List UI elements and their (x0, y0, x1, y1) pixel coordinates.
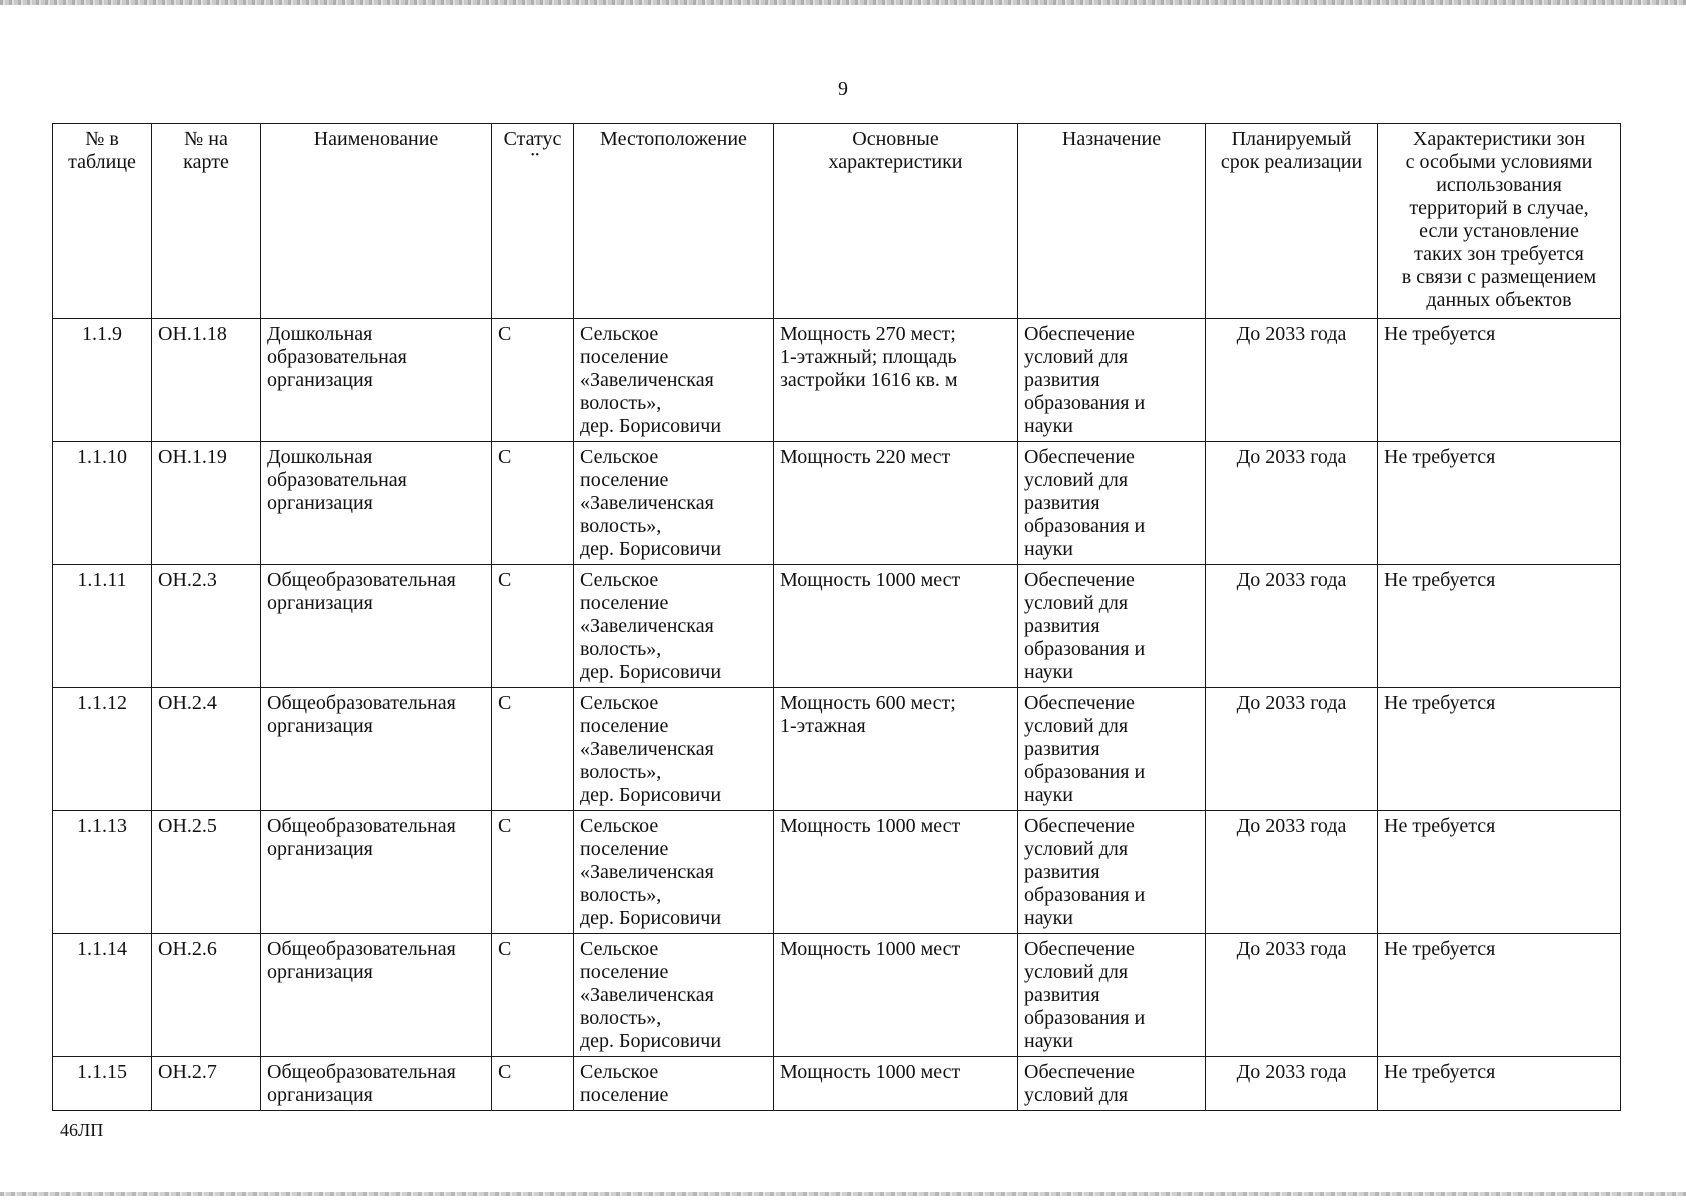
cell-map: ОН.2.4 (152, 688, 261, 811)
cell-zones: Не требуется (1378, 688, 1621, 811)
objects-table (52, 123, 1621, 1111)
cell-purpose: Обеспечение условий для развития образования и науки (1018, 319, 1206, 442)
header-location: Местоположение (574, 124, 774, 319)
header-characteristics: Основные характеристики (774, 124, 1018, 319)
cell-status: С (492, 442, 574, 565)
cell-term: До 2033 года (1206, 1057, 1378, 1111)
cell-location: Сельское поселение «Завеличенская волость», дер. Борисовичи (574, 565, 774, 688)
cell-location: Сельское поселение «Завеличенская волость», дер. Борисовичи (574, 934, 774, 1057)
cell-map: ОН.2.7 (152, 1057, 261, 1111)
cell-name: Общеобразовательная организация (261, 1057, 492, 1111)
cell-num: 1.1.15 (53, 1057, 152, 1111)
cell-location: Сельское поселение «Завеличенская волость», дер. Борисовичи (574, 811, 774, 934)
cell-num: 1.1.11 (53, 565, 152, 688)
cell-num: 1.1.12 (53, 688, 152, 811)
cell-name: Общеобразовательная организация (261, 688, 492, 811)
cell-term: До 2033 года (1206, 688, 1378, 811)
cell-map: ОН.1.18 (152, 319, 261, 442)
cell-num: 1.1.13 (53, 811, 152, 934)
cell-characteristics: Мощность 1000 мест (774, 565, 1018, 688)
cell-characteristics: Мощность 1000 мест (774, 811, 1018, 934)
table-row (53, 442, 1621, 565)
cell-location: Сельское поселение «Завеличенская волость», дер. Борисовичи (574, 442, 774, 565)
cell-term: До 2033 года (1206, 934, 1378, 1057)
scan-edge-bottom (0, 1192, 1686, 1196)
cell-characteristics: Мощность 1000 мест (774, 934, 1018, 1057)
cell-zones: Не требуется (1378, 442, 1621, 565)
cell-zones: Не требуется (1378, 319, 1621, 442)
table-header-row (53, 124, 1621, 319)
cell-characteristics: Мощность 600 мест; 1-этажная (774, 688, 1018, 811)
cell-purpose: Обеспечение условий для развития образования и науки (1018, 811, 1206, 934)
cell-status: С (492, 688, 574, 811)
cell-purpose: Обеспечение условий для развития образования и науки (1018, 565, 1206, 688)
header-name: Наименование (261, 124, 492, 319)
cell-name: Общеобразовательная организация (261, 811, 492, 934)
header-zones: Характеристики зон с особыми условиями использования территорий в случае, если установление таких зон требуется в связи с размещением данных объектов (1378, 124, 1621, 319)
header-status: Статус (492, 124, 574, 319)
cell-status: С (492, 1057, 574, 1111)
cell-characteristics: Мощность 220 мест (774, 442, 1018, 565)
document-code: 46ЛП (60, 1120, 104, 1140)
table-row (53, 1057, 1621, 1111)
cell-num: 1.1.10 (53, 442, 152, 565)
cell-location: Сельское поселение «Завеличенская волость», дер. Борисовичи (574, 688, 774, 811)
cell-characteristics: Мощность 270 мест; 1-этажный; площадь застройки 1616 кв. м (774, 319, 1018, 442)
table-row (53, 934, 1621, 1057)
status-footnote-mark: •• (531, 150, 541, 161)
cell-name: Дошкольная образовательная организация (261, 319, 492, 442)
cell-characteristics: Мощность 1000 мест (774, 1057, 1018, 1111)
header-table-number: № в таблице (53, 124, 152, 319)
cell-purpose: Обеспечение условий для развития образования и науки (1018, 688, 1206, 811)
cell-zones: Не требуется (1378, 811, 1621, 934)
cell-map: ОН.2.6 (152, 934, 261, 1057)
cell-num: 1.1.14 (53, 934, 152, 1057)
table-row (53, 565, 1621, 688)
cell-status: С (492, 811, 574, 934)
cell-zones: Не требуется (1378, 934, 1621, 1057)
cell-name: Дошкольная образовательная организация (261, 442, 492, 565)
header-term: Планируемый срок реализации (1206, 124, 1378, 319)
cell-status: С (492, 319, 574, 442)
header-purpose: Назначение (1018, 124, 1206, 319)
cell-location: Сельское поселение «Завеличенская волость», дер. Борисовичи (574, 319, 774, 442)
cell-term: До 2033 года (1206, 442, 1378, 565)
cell-purpose: Обеспечение условий для (1018, 1057, 1206, 1111)
cell-term: До 2033 года (1206, 319, 1378, 442)
cell-map: ОН.2.5 (152, 811, 261, 934)
table-row (53, 688, 1621, 811)
cell-purpose: Обеспечение условий для развития образования и науки (1018, 934, 1206, 1057)
cell-term: До 2033 года (1206, 565, 1378, 688)
cell-zones: Не требуется (1378, 1057, 1621, 1111)
cell-status: С (492, 565, 574, 688)
scan-edge-top (0, 0, 1686, 5)
cell-name: Общеобразовательная организация (261, 565, 492, 688)
cell-zones: Не требуется (1378, 565, 1621, 688)
page-number: 9 (838, 78, 848, 100)
cell-status: С (492, 934, 574, 1057)
table-row (53, 319, 1621, 442)
header-map-number: № на карте (152, 124, 261, 319)
cell-location: Сельское поселение (574, 1057, 774, 1111)
cell-purpose: Обеспечение условий для развития образования и науки (1018, 442, 1206, 565)
cell-name: Общеобразовательная организация (261, 934, 492, 1057)
table-row (53, 811, 1621, 934)
cell-map: ОН.1.19 (152, 442, 261, 565)
cell-map: ОН.2.3 (152, 565, 261, 688)
cell-num: 1.1.9 (53, 319, 152, 442)
cell-term: До 2033 года (1206, 811, 1378, 934)
